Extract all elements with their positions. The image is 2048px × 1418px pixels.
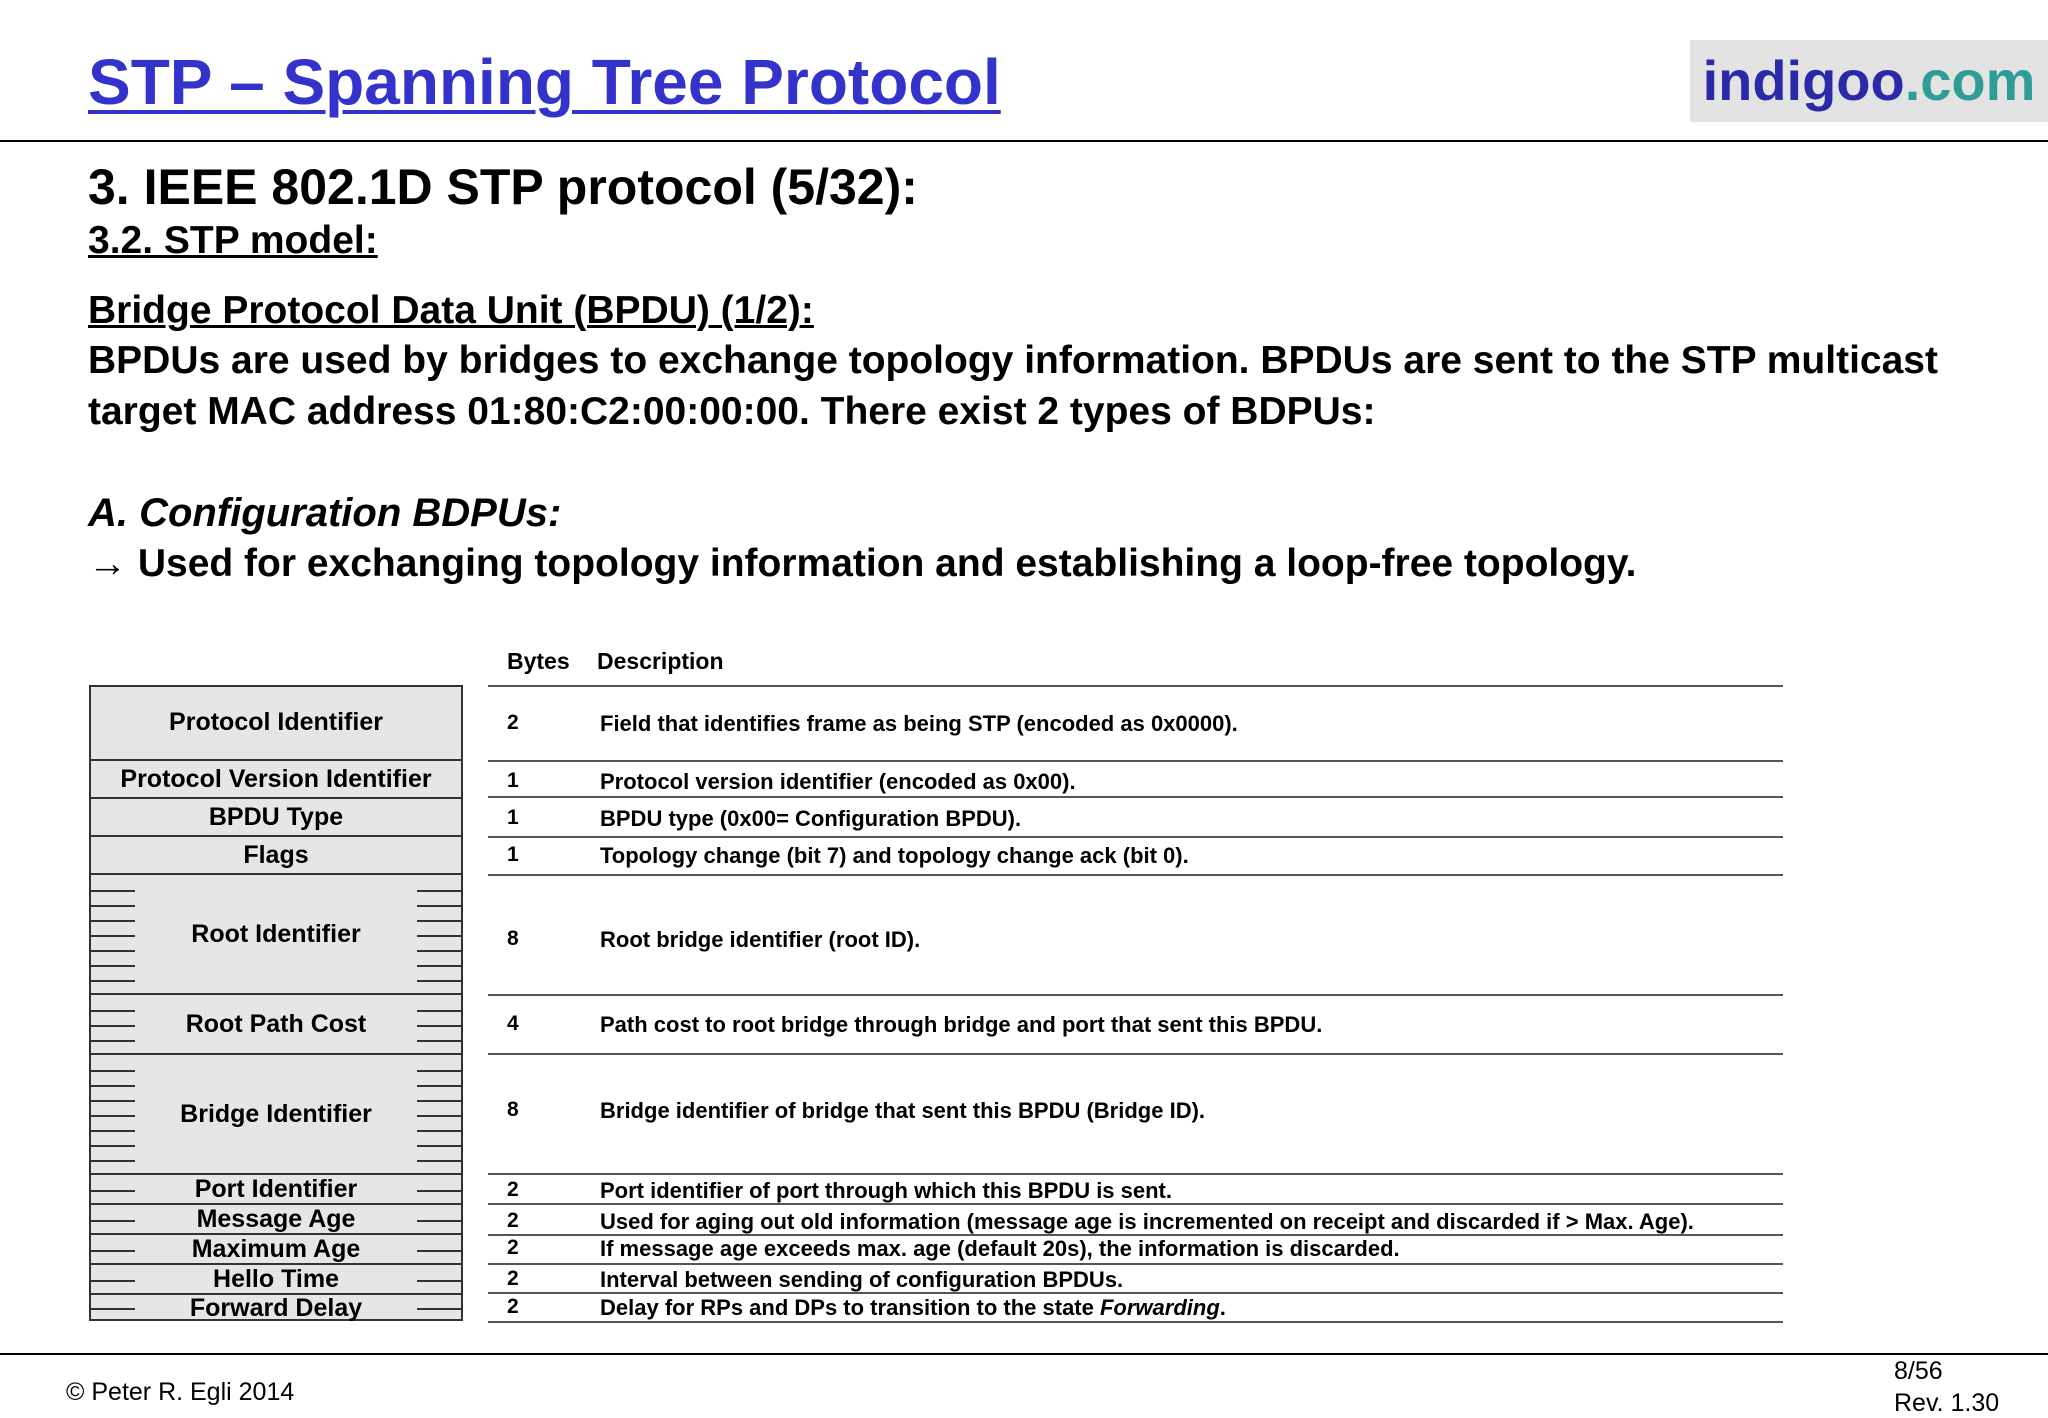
row-description: Path cost to root bridge through bridge and port that sent this BPDU.: [600, 1012, 1323, 1037]
row-divider: [488, 685, 1783, 687]
slide-title: STP – Spanning Tree Protocol: [88, 46, 1001, 118]
logo-tld: .com: [1904, 49, 2036, 112]
byte-tick-mark: [89, 1145, 135, 1147]
byte-tick-mark: [417, 1070, 463, 1072]
byte-tick-mark: [417, 1145, 463, 1147]
byte-tick-mark: [417, 1160, 463, 1162]
byte-tick-mark: [89, 1130, 135, 1132]
byte-tick-mark: [89, 1040, 135, 1042]
row-bytes: 4: [507, 1012, 519, 1035]
byte-tick-mark: [417, 1025, 463, 1027]
byte-tick-mark: [417, 935, 463, 937]
column-header-description: Description: [597, 648, 724, 674]
byte-tick-mark: [89, 950, 135, 952]
byte-tick-mark: [417, 1040, 463, 1042]
copyright: © Peter R. Egli 2014: [66, 1378, 295, 1406]
byte-tick-mark: [89, 1070, 135, 1072]
row-bytes: 1: [507, 843, 519, 866]
field-protocol-identifier: Protocol Identifier: [89, 685, 463, 761]
field-hello-time: Hello Time: [89, 1265, 463, 1295]
byte-tick-mark: [417, 1100, 463, 1102]
byte-tick-mark: [89, 1115, 135, 1117]
byte-tick-mark: [417, 1308, 463, 1310]
field-root-identifier: Root Identifier: [89, 875, 463, 995]
row-bytes: 8: [507, 1098, 519, 1121]
byte-tick-mark: [417, 1250, 463, 1252]
row-description: Topology change (bit 7) and topology change ack (bit 0).: [600, 843, 1189, 868]
byte-tick-mark: [417, 1010, 463, 1012]
bpdu-heading: Bridge Protocol Data Unit (BPDU) (1/2):: [88, 289, 814, 332]
byte-tick-mark: [89, 1250, 135, 1252]
row-description: Interval between sending of configuration BPDUs.: [600, 1267, 1124, 1292]
config-bpdu-description: → Used for exchanging topology information and establishing a loop-free topology.: [88, 542, 1637, 585]
byte-tick-mark: [417, 920, 463, 922]
byte-tick-mark: [417, 905, 463, 907]
field-root-path-cost: Root Path Cost: [89, 995, 463, 1055]
row-bytes: 1: [507, 806, 519, 829]
field-maximum-age: Maximum Age: [89, 1235, 463, 1265]
byte-tick-mark: [89, 920, 135, 922]
byte-tick-mark: [89, 1280, 135, 1282]
byte-tick-mark: [89, 1100, 135, 1102]
byte-tick-mark: [89, 890, 135, 892]
description-italic: Forwarding: [1099, 1295, 1220, 1320]
intro-paragraph: BPDUs are used by bridges to exchange topology information. BPDUs are sent to the STP multicast target MAC address 01:80:C2:00:00:00. There exist 2 types of BDPUs:: [88, 339, 1938, 433]
row-divider: [488, 836, 1783, 838]
byte-tick-mark: [417, 1280, 463, 1282]
byte-tick-mark: [89, 905, 135, 907]
row-description: Protocol version identifier (encoded as 0x00).: [600, 769, 1076, 794]
row-description: [600, 1295, 1226, 1321]
row-description: BPDU type (0x00= Configuration BPDU).: [600, 806, 1022, 831]
page-number: 8/56: [1894, 1357, 1943, 1385]
row-divider: [488, 1321, 1783, 1323]
row-bytes: 2: [507, 1178, 519, 1201]
row-description: Port identifier of port through which this BPDU is sent.: [600, 1178, 1172, 1203]
row-description: Field that identifies frame as being STP (encoded as 0x0000).: [600, 711, 1238, 736]
field-flags: Flags: [89, 837, 463, 875]
row-bytes: 1: [507, 769, 519, 792]
byte-tick-mark: [89, 1190, 135, 1192]
row-bytes: 2: [507, 711, 519, 734]
byte-tick-mark: [417, 1115, 463, 1117]
byte-tick-mark: [89, 1010, 135, 1012]
byte-tick-mark: [89, 1220, 135, 1222]
byte-tick-mark: [89, 1025, 135, 1027]
row-divider: [488, 796, 1783, 798]
row-divider: [488, 1263, 1783, 1265]
row-description: Bridge identifier of bridge that sent this BPDU (Bridge ID).: [600, 1098, 1206, 1123]
field-bridge-identifier: Bridge Identifier: [89, 1055, 463, 1175]
row-divider: [488, 874, 1783, 876]
field-message-age: Message Age: [89, 1205, 463, 1235]
row-bytes: 8: [507, 927, 519, 950]
row-bytes: 2: [507, 1209, 519, 1232]
row-divider: [488, 760, 1783, 762]
logo-name: indigoo: [1702, 49, 1905, 112]
row-description: If message age exceeds max. age (default 20s), the information is discarded.: [600, 1236, 1400, 1261]
byte-tick-mark: [417, 950, 463, 952]
field-protocol-version-identifier: Protocol Version Identifier: [89, 761, 463, 799]
field-forward-delay: Forward Delay: [189, 1293, 363, 1322]
byte-tick-mark: [89, 965, 135, 967]
field-port-identifier: Port Identifier: [89, 1175, 463, 1205]
row-divider: [488, 1173, 1783, 1175]
byte-tick-mark: [417, 980, 463, 982]
revision: Rev. 1.30: [1894, 1389, 2000, 1417]
header-divider: [0, 140, 2048, 142]
section-subheading: 3.2. STP model:: [88, 219, 378, 262]
row-bytes: 2: [507, 1236, 519, 1259]
field-bpdu-type: BPDU Type: [89, 799, 463, 837]
row-bytes: 2: [507, 1295, 519, 1318]
footer-divider: [0, 1353, 2048, 1355]
byte-tick-mark: [89, 1308, 135, 1310]
row-divider: [488, 994, 1783, 996]
row-divider: [488, 1053, 1783, 1055]
byte-tick-mark: [417, 965, 463, 967]
byte-tick-mark: [417, 1085, 463, 1087]
site-logo: [1690, 40, 2048, 122]
byte-tick-mark: [89, 935, 135, 937]
byte-tick-mark: [417, 1220, 463, 1222]
row-bytes: 2: [507, 1267, 519, 1290]
byte-tick-mark: [89, 1085, 135, 1087]
row-description: Root bridge identifier (root ID).: [600, 927, 921, 952]
byte-tick-mark: [89, 980, 135, 982]
config-bpdu-heading: A. Configuration BDPUs:: [88, 491, 562, 535]
byte-tick-mark: [417, 890, 463, 892]
byte-tick-mark: [417, 1130, 463, 1132]
description-text: Delay for RPs and DPs to transition to the state: [600, 1295, 1100, 1320]
description-suffix: .: [1219, 1295, 1226, 1320]
section-heading: 3. IEEE 802.1D STP protocol (5/32):: [88, 159, 918, 215]
column-header-bytes: Bytes: [507, 648, 570, 674]
byte-tick-mark: [89, 1160, 135, 1162]
row-description: Used for aging out old information (message age is incremented on receipt and discarded if > Max. Age).: [600, 1209, 1694, 1234]
byte-tick-mark: [417, 1190, 463, 1192]
